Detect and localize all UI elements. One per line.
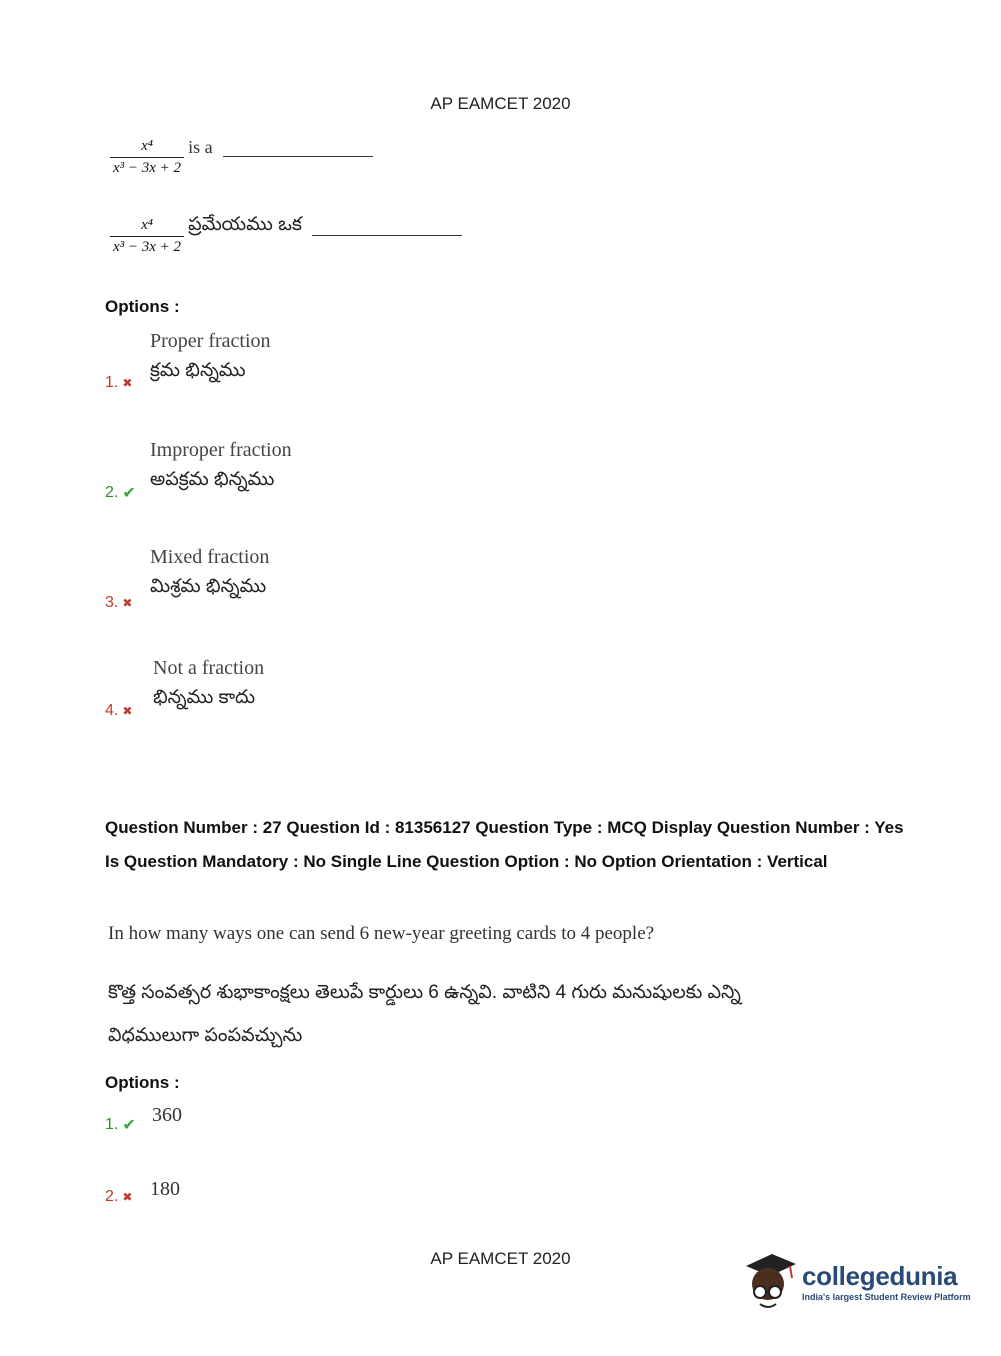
logo-text — [802, 1261, 971, 1302]
option-3-text-te: మిశ్రమ భిన్నము — [150, 576, 267, 597]
cross-icon: ✖ — [122, 704, 133, 718]
logo-tagline: India's largest Student Review Platform — [802, 1291, 971, 1302]
cross-icon: ✖ — [122, 596, 133, 610]
fraction-denominator: x³ − 3x + 2 — [110, 157, 184, 177]
question-text-en: In how many ways one can send 6 new-year greeting cards to 4 people? — [108, 923, 655, 944]
option-1-value: 360 — [152, 1104, 182, 1126]
option-1-marker — [105, 1115, 136, 1135]
option-1-text-en: Proper fraction — [150, 330, 271, 352]
cross-icon: ✖ — [122, 1190, 133, 1204]
option-4-text-en: Not a fraction — [153, 657, 265, 679]
mascot-icon — [742, 1248, 796, 1314]
question-text-te-line2: విధములుగా పంపవచ్చును — [108, 1025, 303, 1046]
collegedunia-logo — [742, 1248, 971, 1314]
option-2-value: 180 — [150, 1178, 180, 1200]
option-number: 2. — [105, 1188, 119, 1205]
fraction-numerator: x⁴ — [141, 138, 153, 154]
page-header: AP EAMCET 2020 — [430, 94, 571, 113]
check-icon: ✔ — [122, 485, 136, 502]
cross-icon: ✖ — [122, 376, 133, 390]
question-stem-te — [110, 213, 462, 256]
option-3-text-en: Mixed fraction — [150, 546, 270, 568]
option-2-text-te: అపక్రమ భిన్నము — [150, 469, 275, 490]
option-2-marker — [105, 1188, 132, 1206]
answer-blank — [312, 234, 462, 236]
fraction-denominator: x³ − 3x + 2 — [110, 236, 184, 256]
option-4-text-te: భిన్నము కాదు — [153, 687, 256, 708]
question-text-te-line1: కొత్త సంవత్సర శుభాకాంక్షలు తెలుపే కార్డులు 6 ఉన్నవి. వాటిని 4 గురు మనుషులకు ఎన్ని — [108, 982, 741, 1003]
question-stem-en — [110, 138, 373, 177]
options-label: Options : — [105, 1073, 180, 1092]
page-footer: AP EAMCET 2020 — [430, 1249, 571, 1268]
option-3-marker — [105, 594, 132, 612]
fraction-numerator: x⁴ — [141, 217, 153, 233]
options-label: Options : — [105, 297, 180, 316]
option-4-marker — [105, 702, 132, 720]
option-number: 1. — [105, 374, 119, 391]
stem-suffix-te: ప్రమేయము ఒక — [188, 213, 302, 235]
option-2-text-en: Improper fraction — [150, 439, 292, 461]
fraction-expression — [110, 217, 184, 256]
answer-blank — [223, 155, 373, 157]
option-number: 1. — [105, 1116, 119, 1133]
stem-suffix-en: is a — [188, 137, 213, 157]
option-1-marker — [105, 374, 132, 392]
option-number: 3. — [105, 594, 119, 611]
option-number: 2. — [105, 484, 119, 501]
logo-brand: collegedunia — [802, 1260, 958, 1291]
option-number: 4. — [105, 702, 119, 719]
question-meta: Question Number : 27 Question Id : 81356127 Question Type : MCQ Display Question Number : Yes Is Question Mandatory : No Single Line Question Option : No Option Orientation : Vertical — [105, 818, 904, 871]
option-2-marker — [105, 483, 136, 503]
check-icon: ✔ — [122, 1117, 136, 1134]
fraction-expression — [110, 138, 184, 177]
option-1-text-te: క్రమ భిన్నము — [150, 360, 246, 381]
